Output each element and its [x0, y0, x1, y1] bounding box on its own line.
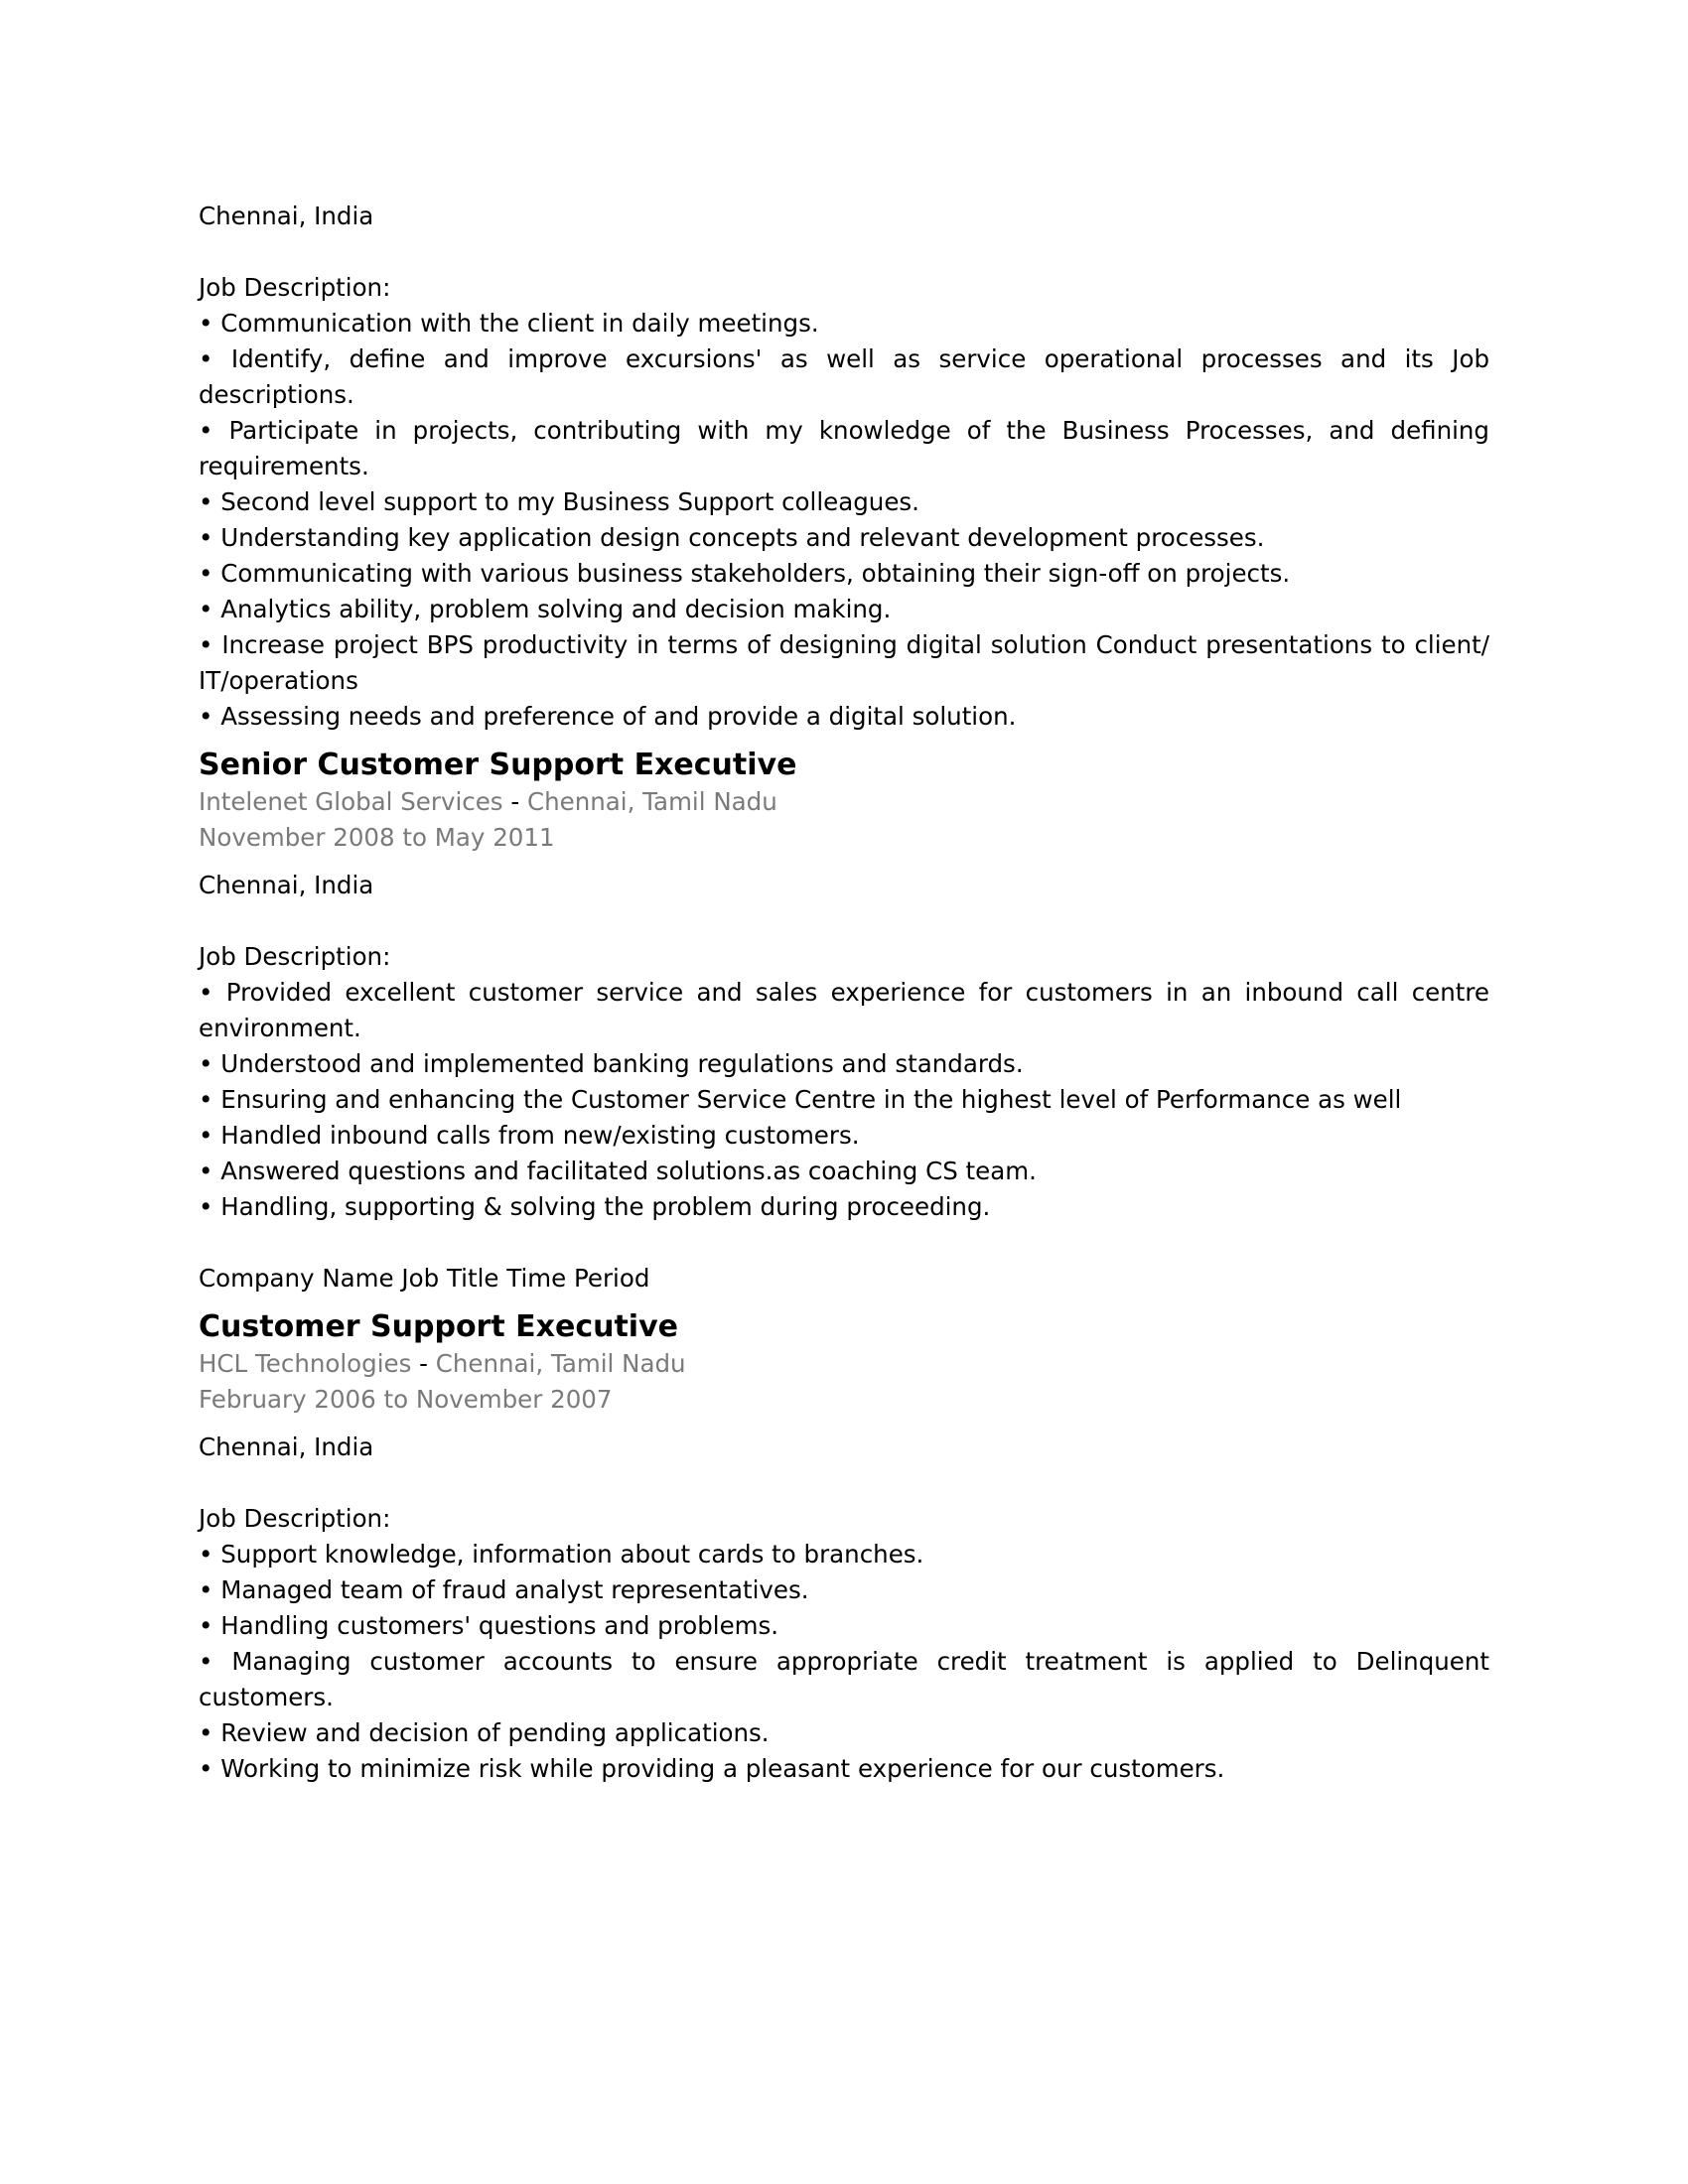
job-employer-line — [199, 1346, 1489, 1382]
company-name: Intelenet Global Services — [199, 787, 503, 816]
job-title: Senior Customer Support Executive — [199, 748, 797, 782]
job-description-label: Job Description: — [199, 273, 391, 302]
job-employer-line — [199, 784, 1489, 820]
separator: - — [411, 1349, 436, 1378]
company-location: Chennai, Tamil Nadu — [435, 1349, 686, 1378]
bullet-item: • Communication with the client in daily meetings. — [199, 309, 819, 338]
company-location: Chennai, Tamil Nadu — [526, 787, 777, 816]
separator: - — [502, 787, 527, 816]
company-name: HCL Technologies — [199, 1349, 412, 1378]
job-dates: February 2006 to November 2007 — [199, 1385, 613, 1414]
bullet-item: • Identify, define and improve excursions' as well as service operational processes and its Job descriptions. — [199, 344, 1489, 409]
job-footer-line: Company Name Job Title Time Period — [199, 1264, 650, 1293]
bullet-item: • Handling, supporting & solving the problem during proceeding. — [199, 1192, 991, 1221]
bullet-item: • Handled inbound calls from new/existing customers. — [199, 1121, 860, 1150]
bullet-item: • Provided excellent customer service and sales experience for customers in an inbound call centre environment. — [199, 978, 1489, 1042]
bullet-item: • Second level support to my Business Support colleagues. — [199, 487, 919, 516]
job-location: Chennai, India — [199, 202, 374, 230]
bullet-item: • Answered questions and facilitated solutions.as coaching CS team. — [199, 1157, 1037, 1185]
bullet-item: • Review and decision of pending applications. — [199, 1718, 770, 1747]
job-dates: November 2008 to May 2011 — [199, 823, 555, 852]
bullet-item: • Handling customers' questions and problems. — [199, 1611, 779, 1640]
resume-page — [199, 199, 1489, 1787]
job-entry — [199, 1308, 1489, 1787]
bullet-item: • Ensuring and enhancing the Customer Service Centre in the highest level of Performance as well — [199, 1085, 1402, 1114]
job-title: Customer Support Executive — [199, 1309, 678, 1344]
previous-job-continuation — [199, 199, 1489, 735]
bullet-item: • Support knowledge, information about cards to branches. — [199, 1540, 924, 1569]
job-location: Chennai, India — [199, 871, 374, 899]
job-description-label: Job Description: — [199, 942, 391, 971]
bullet-item: • Managed team of fraud analyst representatives. — [199, 1575, 809, 1604]
job-entry — [199, 747, 1489, 1297]
bullet-item: • Assessing needs and preference of and provide a digital solution. — [199, 702, 1017, 731]
job-location: Chennai, India — [199, 1433, 374, 1461]
bullet-item: • Communicating with various business stakeholders, obtaining their sign-off on projects. — [199, 559, 1291, 588]
bullet-item: • Understood and implemented banking regulations and standards. — [199, 1049, 1024, 1078]
bullet-item: • Participate in projects, contributing with my knowledge of the Business Processes, and defining requirements. — [199, 416, 1489, 480]
bullet-item: • Working to minimize risk while providing a pleasant experience for our customers. — [199, 1754, 1225, 1783]
job-description-label: Job Description: — [199, 1504, 391, 1533]
bullet-item: • Analytics ability, problem solving and decision making. — [199, 595, 892, 623]
bullet-item: • Increase project BPS productivity in terms of designing digital solution Conduct presentations to client/ IT/operations — [199, 630, 1489, 695]
bullet-item: • Managing customer accounts to ensure appropriate credit treatment is applied to Delinquent customers. — [199, 1647, 1489, 1711]
bullet-item: • Understanding key application design concepts and relevant development processes. — [199, 523, 1265, 552]
